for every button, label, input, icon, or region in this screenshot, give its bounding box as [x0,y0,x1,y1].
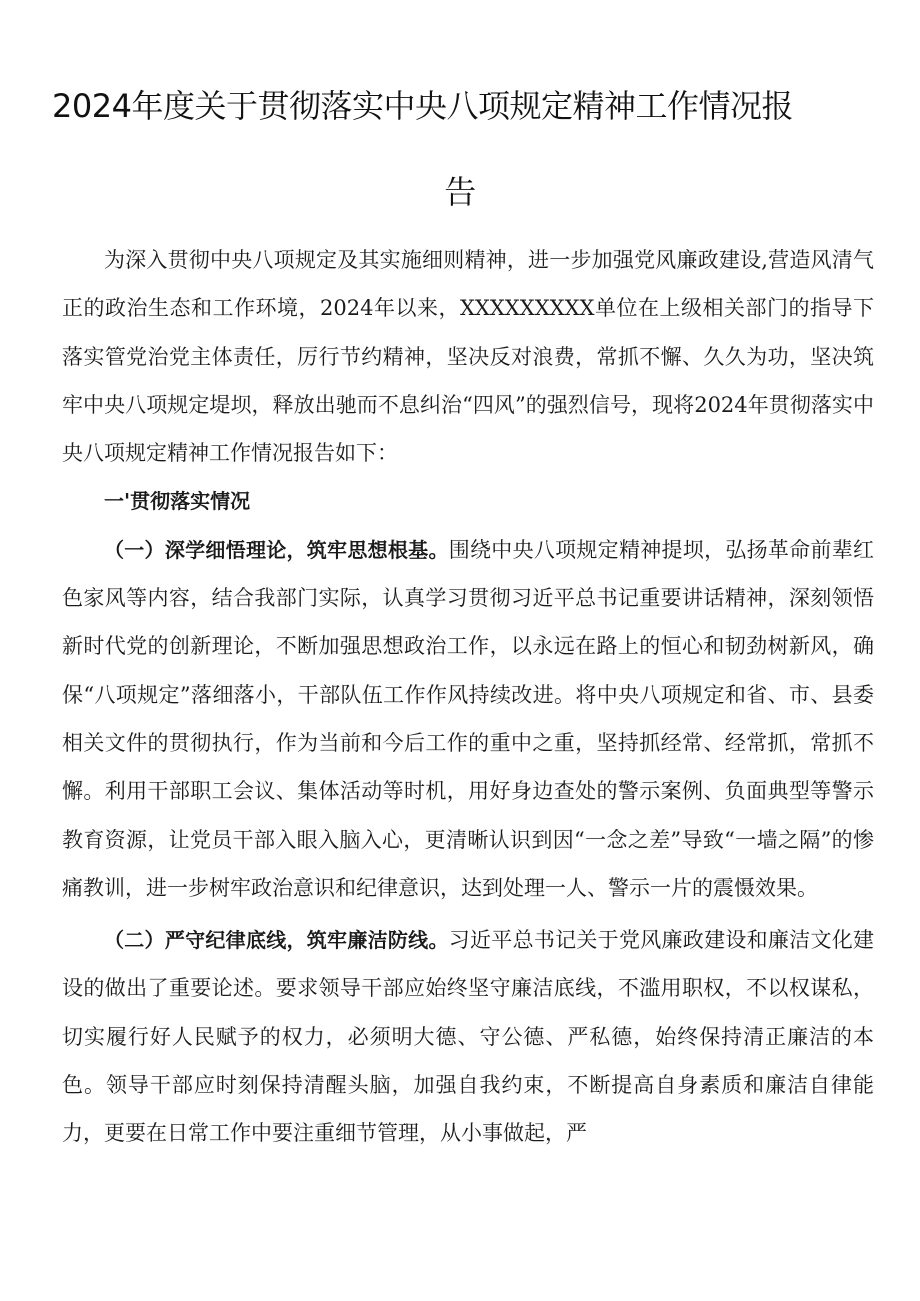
section-heading-implementation: 一'贯彻落实情况 [104,489,251,514]
document-title-line-1: 2024年度关于贯彻落实中央八项规定精神工作情况报 [52,87,793,125]
subsection-2-heading: （二）严守纪律底线，筑牢廉洁防线。 [104,928,449,953]
document-title-line-2: 告 [444,173,476,211]
intro-paragraph: 为深入贯彻中央八项规定及其实施细则精神，进一步加强党风廉政建设,营造风清气正的政治生态和工作环境，2024年以来，XXXXXXXXX单位在上级相关部门的指导下落实管党治党主体责任，厉行节约精神，坚决反对浪费，常抓不懈、久久为功，坚决筑牢中央八项规定堤坝，释放出驰而不息纠治“四风”的强烈信号，现将2024年贯彻落实中央八项规定精神工作情况报告如下： [62,248,874,466]
subsection-1-text: 围绕中央八项规定精神提坝，弘扬革命前辈红色家风等内容，结合我部门实际，认真学习贯彻习近平总书记重要讲话精神，深刻领悟新时代党的创新理论，不断加强思想政治工作，以永远在路上的恒心和韧劲树新风，确保“八项规定”落细落小，干部队伍工作作风持续改进。将中央八项规定和省、市、县委相关文件的贯彻执行，作为当前和今后工作的重中之重，坚持抓经常、经常抓，常抓不懈。利用干部职工会议、集体活动等时机，用好身边查处的警示案例、负面典型等警示教育资源，让党员干部入眼入脑入心，更清晰认识到因“一念之差”导致“一墙之隔”的惨痛教训，进一步树牢政治意识和纪律意识，达到处理一人、警示一片的震慑效果。 [62,537,875,900]
subsection-1-heading: （一）深学细悟理论，筑牢思想根基。 [104,537,449,562]
subsection-1-paragraph [62,526,874,912]
subsection-2-text: 习近平总书记关于党风廉政建设和廉洁文化建设的做出了重要论述。要求领导干部应始终坚守廉洁底线，不滥用职权，不以权谋私，切实履行好人民赋予的权力，必须明大德、守公德、严私德，始终保持清正廉洁的本色。领导干部应时刻保持清醒头脑，加强自我约束，不断提高自身素质和廉洁自律能力，更要在日常工作中要注重细节管理，从小事做起，严 [62,928,875,1146]
subsection-2-paragraph [62,916,874,1157]
document-body [62,236,874,1158]
